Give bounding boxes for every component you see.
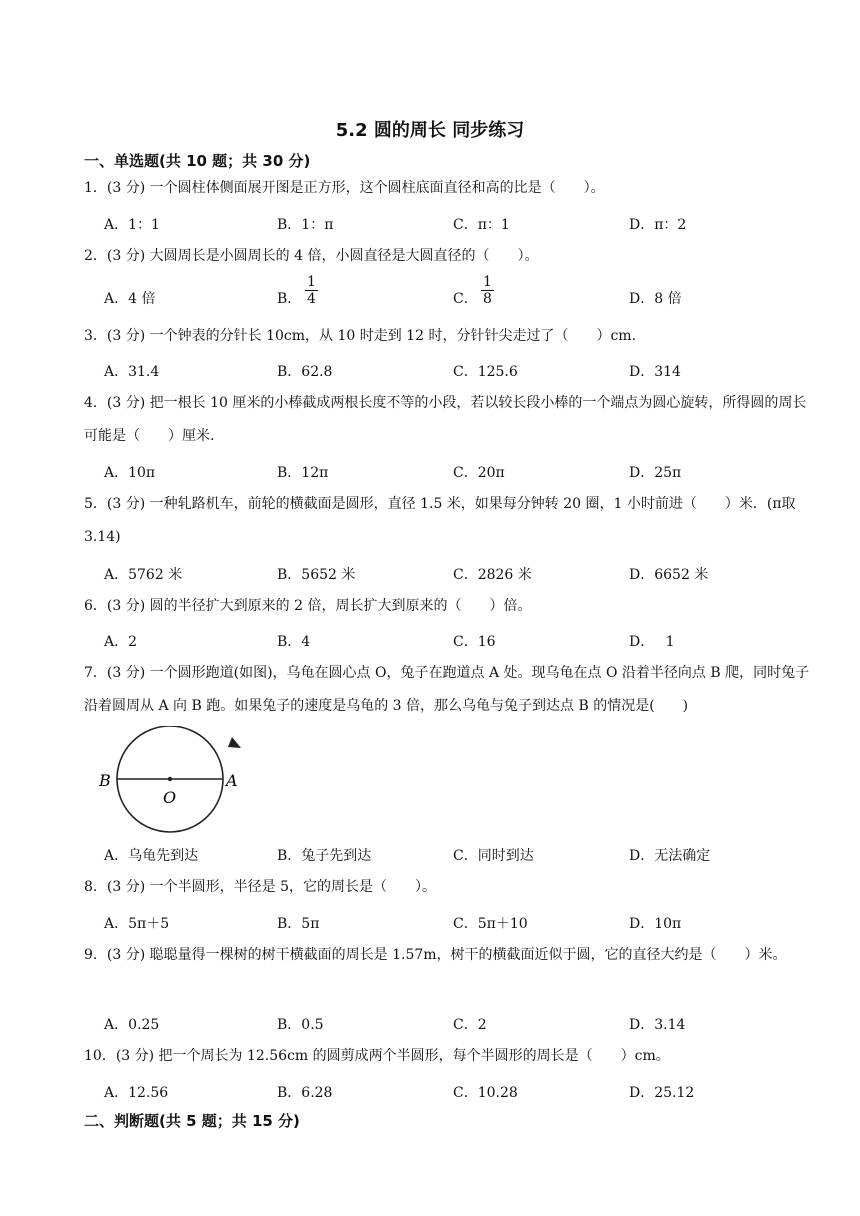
option-d[interactable]: D．3.14	[629, 1017, 686, 1033]
option-b[interactable]	[277, 274, 316, 308]
option-b[interactable]: B．62.8	[277, 364, 333, 380]
center-point	[168, 777, 172, 781]
option-b[interactable]: B．0.5	[277, 1017, 324, 1033]
question-3-text: 3．(3 分) 一个钟表的分针长 10cm，从 10 时走到 12 时，分针针尖走过了（ ）cm.	[84, 328, 637, 344]
label-o: O	[163, 788, 177, 807]
question-6-text: 6．(3 分) 圆的半径扩大到原来的 2 倍，周长扩大到原来的（ ）倍。	[84, 598, 532, 614]
option-b[interactable]: B．1：π	[277, 217, 334, 233]
direction-arrow-icon	[228, 737, 241, 748]
question-2-text: 2．(3 分) 大圆周长是小圆周长的 4 倍，小圆直径是大圆直径的（ ）。	[84, 248, 539, 264]
question-1-text: 1．(3 分) 一个圆柱体侧面展开图是正方形，这个圆柱底面直径和高的比是（ ）。	[84, 180, 605, 196]
question-5-options	[104, 564, 804, 586]
option-c[interactable]: C．5π＋10	[453, 916, 528, 932]
option-c[interactable]: C．2826 米	[453, 567, 532, 583]
page-title: 5.2 圆的周长 同步练习	[335, 120, 525, 141]
option-b[interactable]: B．6.28	[277, 1085, 333, 1101]
question-1-options	[104, 214, 804, 236]
option-c[interactable]: C．10.28	[453, 1085, 518, 1101]
option-d[interactable]: D．无法确定	[629, 848, 711, 864]
question-2-options	[104, 274, 804, 310]
option-a[interactable]: A．4 倍	[104, 291, 156, 307]
question-4-text: 4．(3 分) 把一根长 10 厘米的小棒截成两根长度不等的小段，若以较长段小棒的一个端点为圆心旋转，所得圆的周长可能是（ ）厘米.	[84, 395, 807, 444]
question-4-options	[104, 462, 804, 484]
option-a[interactable]: A．5762 米	[104, 567, 183, 583]
question-10-text: 10．(3 分) 把一个周长为 12.56cm 的圆剪成两个半圆形，每个半圆形的周长是（ ）cm。	[84, 1048, 670, 1064]
option-b[interactable]: B．5π	[277, 916, 320, 932]
question-7-options	[104, 845, 804, 867]
option-c[interactable]	[453, 274, 492, 308]
question-7-text: 7．(3 分) 一个圆形跑道(如图)，乌龟在圆心点 O，兔子在跑道点 A 处。现乌龟在点 O 沿着半径向点 B 爬，同时兔子沿着圆周从 A 向 B 跑。如果兔子的速度是乌龟的 3 倍，那么乌龟与兔子到达点 B 的情况是( )	[84, 665, 810, 714]
label-a: A	[226, 771, 238, 790]
question-3-options	[104, 361, 804, 383]
fraction-one-eighth: $\frac{1}{8}$	[483, 274, 492, 307]
option-d[interactable]: D．25.12	[629, 1085, 695, 1101]
option-a[interactable]: A．乌龟先到达	[104, 848, 199, 864]
option-d[interactable]: D．6652 米	[629, 567, 709, 583]
option-a[interactable]: A．12.56	[104, 1085, 169, 1101]
option-c[interactable]: C．2	[453, 1017, 487, 1033]
option-d[interactable]: D． 1	[629, 634, 675, 650]
question-8-text: 8．(3 分) 一个半圆形，半径是 5，它的周长是（ ）。	[84, 879, 436, 895]
option-a[interactable]: A．0.25	[104, 1017, 160, 1033]
option-b[interactable]: B．5652 米	[277, 567, 356, 583]
option-d[interactable]: D．314	[629, 364, 681, 380]
option-c[interactable]: C．20π	[453, 465, 505, 481]
option-a[interactable]: A．31.4	[104, 364, 160, 380]
option-c-label: C．	[453, 291, 478, 307]
label-b: B	[99, 771, 111, 790]
section-heading-single-choice: 一、单选题(共 10 题；共 30 分)	[84, 152, 311, 170]
option-d[interactable]: D．π：2	[629, 217, 687, 233]
section-heading-true-false: 二、判断题(共 5 题；共 15 分)	[84, 1112, 300, 1130]
option-c[interactable]: C．125.6	[453, 364, 518, 380]
option-b[interactable]: B．4	[277, 634, 311, 650]
question-9-options	[104, 1014, 804, 1036]
option-d[interactable]: D．25π	[629, 465, 682, 481]
option-d[interactable]: D．8 倍	[629, 291, 682, 307]
option-c[interactable]: C．16	[453, 634, 496, 650]
fraction-one-quarter: $\frac{1}{4}$	[307, 274, 316, 307]
option-a[interactable]: A．10π	[104, 465, 156, 481]
option-d[interactable]: D．10π	[629, 916, 682, 932]
circle-track-figure	[96, 726, 246, 836]
option-b-label: B．	[277, 291, 302, 307]
circle-diagram	[96, 726, 246, 836]
option-a[interactable]: A．2	[104, 634, 138, 650]
option-a[interactable]: A．5π＋5	[104, 916, 170, 932]
option-c[interactable]: C．π：1	[453, 217, 510, 233]
option-b[interactable]: B．12π	[277, 465, 329, 481]
question-5-text: 5．(3 分) 一种轧路机车，前轮的横截面是圆形，直径 1.5 米，如果每分钟转 20 圈，1 小时前进（ ）米．(π取 3.14)	[84, 496, 796, 545]
option-a[interactable]: A．1：1	[104, 217, 160, 233]
question-10-options	[104, 1082, 804, 1104]
question-6-options	[104, 631, 804, 653]
question-9-text: 9．(3 分) 聪聪量得一棵树的树干横截面的周长是 1.57m，树干的横截面近似于圆，它的直径大约是（ ）米。	[84, 947, 787, 963]
option-b[interactable]: B．兔子先到达	[277, 848, 372, 864]
question-8-options	[104, 913, 804, 935]
option-c[interactable]: C．同时到达	[453, 848, 534, 864]
